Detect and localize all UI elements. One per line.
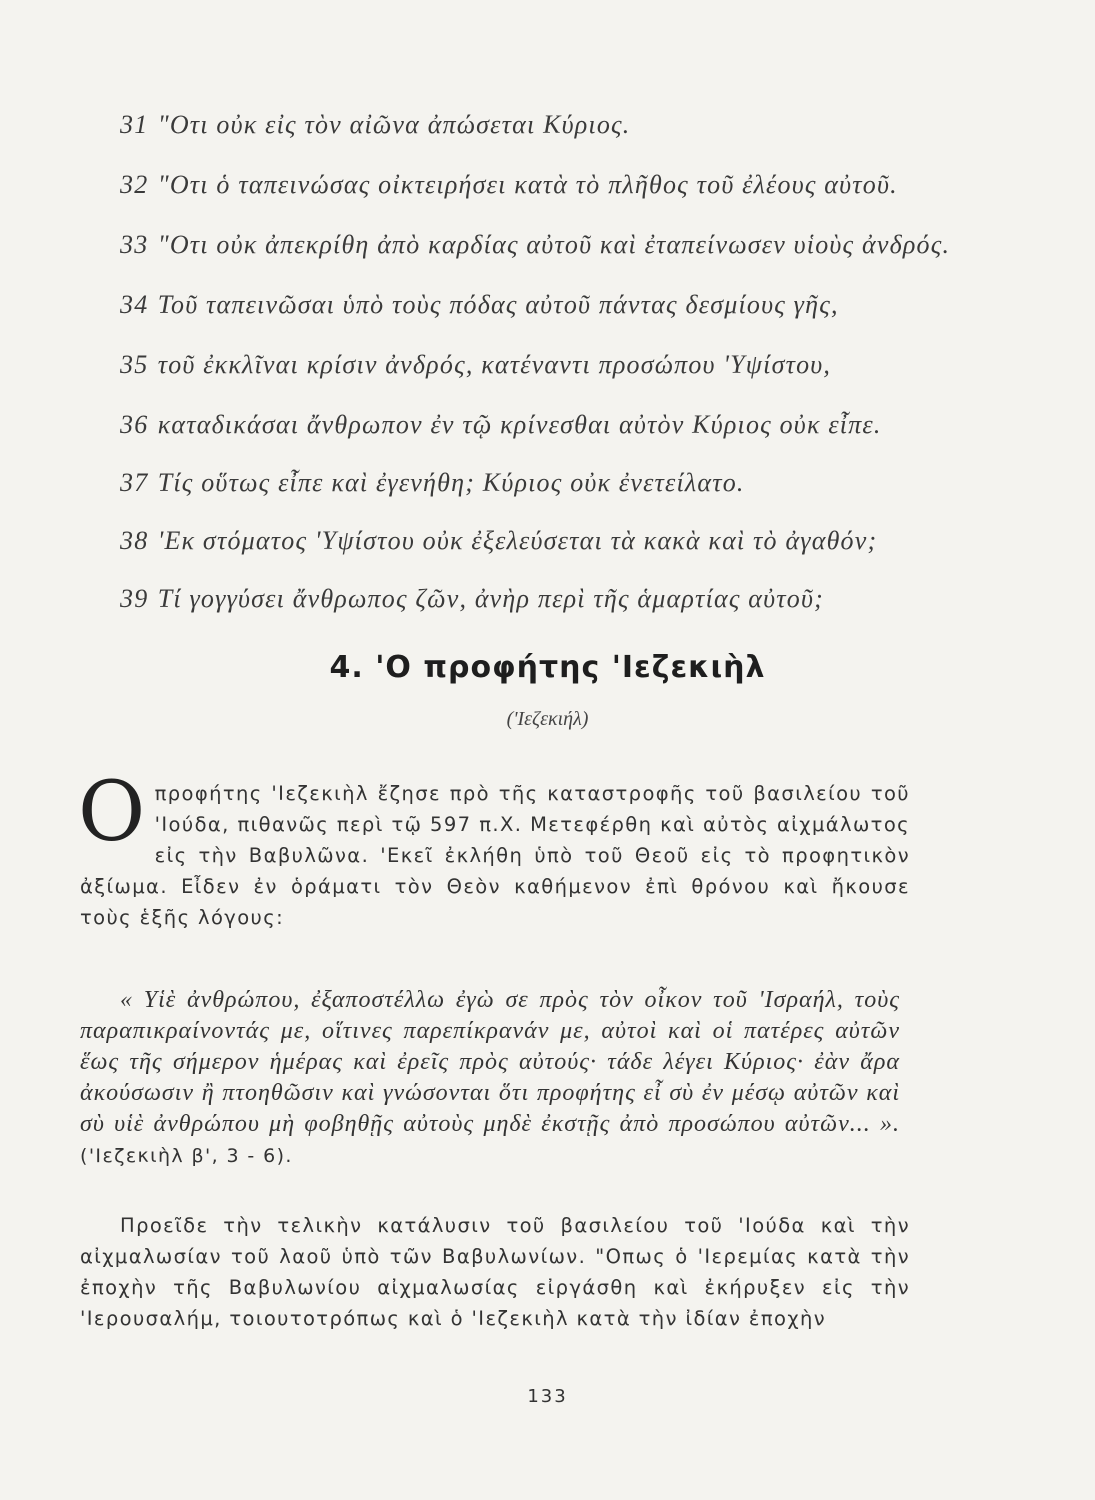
quote-text: « Υἱὲ ἀνθρώπου, ἐξαποστέλλω ἐγὼ σε πρὸς τὸν οἶκον τοῦ 'Ισραήλ, τοὺς παραπικραίνοντάς με, οἵτινες παρεπίκρανάν με, αὐτοὶ καὶ οἱ πατέρες αὐτῶν ἕως τῆς σήμερον ἡμέρας καὶ ἐρεῖς πρὸς αὐτούς· τάδε λέγει Κύριος· ἐὰν ἄρα ἀκούσωσιν ἢ πτοηθῶσιν καὶ γνώσονται ὅτι προφήτης εἶ σὺ ἐν μέσῳ αὐτῶν καὶ σὺ υἱὲ ἀνθρώπου μὴ φοβηθῇς αὐτοὺς μηδὲ ἐκστῇς ἀπὸ προσώπου αὐτῶν... ».	[80, 987, 900, 1137]
verse-text: Τίς οὕτως εἶπε καὶ ἐγενήθη; Κύριος οὐκ ἐνετείλατο.	[157, 468, 745, 497]
verse-text: "Οτι οὐκ ἀπεκρίθη ἀπὸ καρδίας αὐτοῦ καὶ ἐταπείνωσεν υἱοὺς ἀνδρός.	[157, 230, 951, 259]
verse-number: 38	[120, 526, 149, 555]
verse-34	[120, 290, 920, 320]
verse-38	[120, 526, 920, 556]
verse-32	[120, 170, 920, 200]
verse-number: 31	[120, 110, 149, 139]
intro-text: προφήτης 'Ιεζεκιὴλ ἔζησε πρὸ τῆς καταστροφῆς τοῦ βασιλείου τοῦ 'Ιούδα, πιθανῶς περὶ τῷ 597 π.Χ. Μετεφέρθη καὶ αὐτὸς αἰχμάλωτος εἰς τὴν Βαβυλῶνα. 'Εκεῖ ἐκλήθη ὑπὸ τοῦ Θεοῦ εἰς τὸ προφητικὸν ἀξίωμα. Εἶδεν ἐν ὁράματι τὸν Θεὸν καθήμενον ἐπὶ θρόνου καὶ ἤκουσε τοὺς ἑξῆς λόγους:	[80, 782, 910, 929]
verse-text: "Οτι ὁ ταπεινώσας οἰκτειρήσει κατὰ τὸ πλῆθος τοῦ ἐλέους αὐτοῦ.	[157, 170, 898, 199]
verse-number: 39	[120, 584, 149, 613]
verse-36	[120, 410, 920, 440]
verse-text: "Οτι οὐκ εἰς τὸν αἰῶνα ἀπώσεται Κύριος.	[157, 110, 631, 139]
chapter-title: 4. 'Ο προφήτης 'Ιεζεκιὴλ	[329, 650, 766, 685]
verse-number: 34	[120, 290, 149, 319]
verse-text: Τοῦ ταπεινῶσαι ὑπὸ τοὺς πόδας αὐτοῦ πάντας δεσμίους γῆς,	[157, 290, 839, 319]
quote-reference: ('Ιεζεκιὴλ β', 3 - 6).	[80, 1145, 293, 1167]
verse-39	[120, 584, 920, 614]
chapter-subtitle: ('Ιεζεκιήλ)	[506, 708, 589, 730]
closing-text: Προεῖδε τὴν τελικὴν κατάλυσιν τοῦ βασιλείου τοῦ 'Ιούδα καὶ τὴν αἰχμαλωσίαν τοῦ λαοῦ ὑπὸ τῶν Βαβυλωνίων. "Οπως ὁ 'Ιερεμίας κατὰ τὴν ἐποχὴν τῆς Βαβυλωνίου αἰχμαλωσίας εἰργάσθη καὶ ἐκήρυξεν εἰς τὴν 'Ιερουσαλήμ, τοιουτοτρόπως καὶ ὁ 'Ιεζεκιὴλ κατὰ τὴν ἰδίαν ἐποχὴν	[80, 1214, 910, 1330]
verse-number: 32	[120, 170, 149, 199]
verse-text: Τί γογγύσει ἄνθρωπος ζῶν, ἀνὴρ περὶ τῆς ἁμαρτίας αὐτοῦ;	[157, 584, 824, 613]
closing-paragraph	[80, 1210, 910, 1334]
quote-block	[80, 985, 900, 1172]
verse-37	[120, 468, 920, 498]
page-number: 133	[527, 1386, 568, 1407]
verse-text: 'Εκ στόματος 'Υψίστου οὐκ ἐξελεύσεται τὰ κακὰ καὶ τὸ ἀγαθόν;	[157, 526, 878, 555]
verse-text: καταδικάσαι ἄνθρωπον ἐν τῷ κρίνεσθαι αὐτὸν Κύριος οὐκ εἶπε.	[157, 410, 882, 439]
verse-text: τοῦ ἐκκλῖναι κρίσιν ἀνδρός, κατέναντι προσώπου 'Υψίστου,	[157, 350, 832, 379]
verse-number: 33	[120, 230, 149, 259]
verse-number: 36	[120, 410, 149, 439]
verse-31	[120, 110, 920, 140]
verse-33	[120, 230, 951, 260]
verse-35	[120, 350, 920, 380]
intro-paragraph	[78, 765, 910, 933]
verse-number: 35	[120, 350, 149, 379]
drop-cap: Ο	[78, 765, 147, 860]
verse-number: 37	[120, 468, 149, 497]
